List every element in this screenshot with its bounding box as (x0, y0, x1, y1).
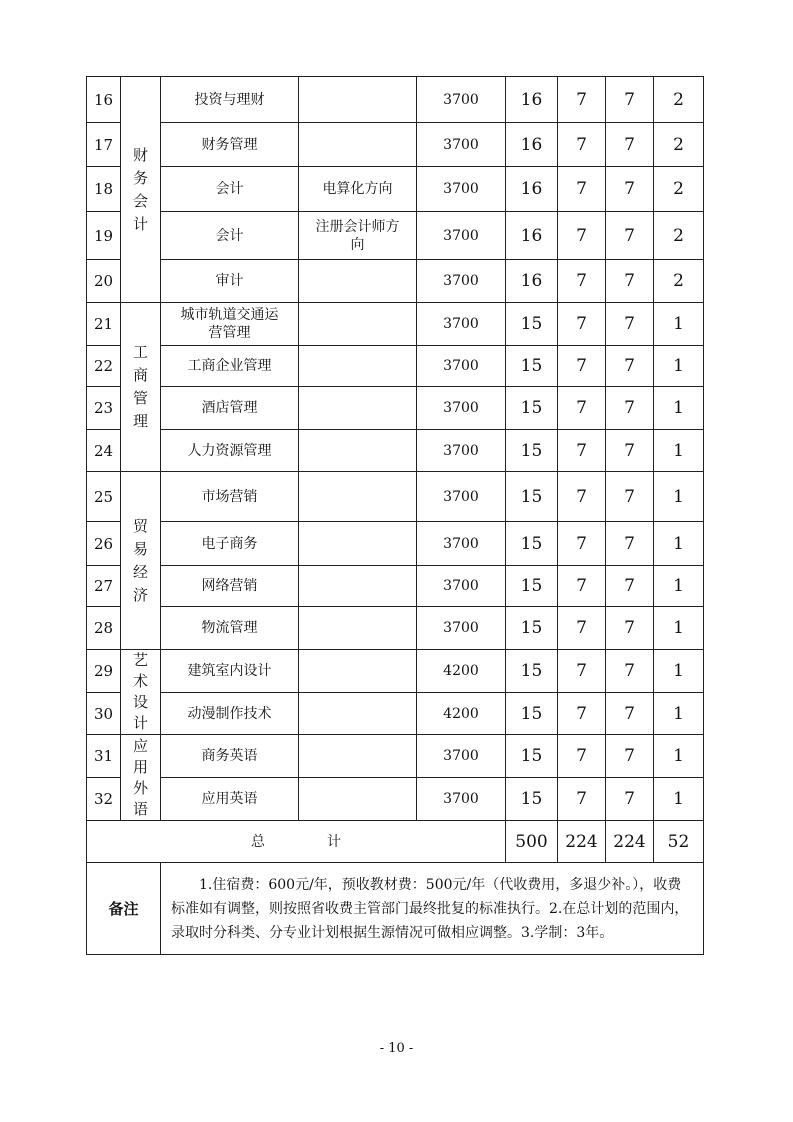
plan-count-1: 7 (558, 472, 606, 522)
plan-count-1: 7 (558, 566, 606, 607)
tuition-fee: 4200 (417, 650, 506, 693)
row-number: 23 (87, 387, 121, 430)
row-number: 25 (87, 472, 121, 522)
major-direction: 注册会计师方 向 (299, 212, 417, 260)
plan-count-1: 7 (558, 778, 606, 821)
major-name: 物流管理 (161, 607, 299, 650)
row-number: 21 (87, 303, 121, 346)
plan-total: 16 (506, 77, 558, 123)
major-name: 动漫制作技术 (161, 693, 299, 735)
major-name: 市场营销 (161, 472, 299, 522)
plan-count-2: 7 (606, 607, 654, 650)
table-row (87, 303, 704, 346)
plan-count-3: 1 (654, 522, 704, 566)
major-direction (299, 650, 417, 693)
plan-count-2: 7 (606, 650, 654, 693)
plan-count-1: 7 (558, 346, 606, 387)
row-number: 26 (87, 522, 121, 566)
major-name: 工商企业管理 (161, 346, 299, 387)
tuition-fee: 3700 (417, 167, 506, 212)
major-name: 审计 (161, 260, 299, 303)
plan-count-2: 7 (606, 693, 654, 735)
major-name: 会计 (161, 212, 299, 260)
tuition-fee: 4200 (417, 693, 506, 735)
major-direction (299, 522, 417, 566)
plan-count-2: 7 (606, 123, 654, 167)
plan-count-3: 1 (654, 607, 704, 650)
major-direction (299, 77, 417, 123)
major-direction (299, 735, 417, 778)
major-direction (299, 472, 417, 522)
plan-total: 16 (506, 167, 558, 212)
plan-total: 15 (506, 430, 558, 472)
major-direction (299, 566, 417, 607)
plan-count-1: 7 (558, 77, 606, 123)
plan-count-1: 7 (558, 607, 606, 650)
grand-total-3: 52 (654, 821, 704, 863)
plan-count-1: 7 (558, 260, 606, 303)
tuition-fee: 3700 (417, 430, 506, 472)
plan-total: 15 (506, 778, 558, 821)
tuition-fee: 3700 (417, 566, 506, 607)
table-row (87, 778, 704, 821)
plan-count-1: 7 (558, 212, 606, 260)
plan-count-3: 1 (654, 430, 704, 472)
plan-count-1: 7 (558, 650, 606, 693)
category-trade-economics: 贸 易 经 济 (121, 472, 161, 650)
plan-total: 15 (506, 693, 558, 735)
major-direction (299, 303, 417, 346)
major-name: 电子商务 (161, 522, 299, 566)
major-name: 建筑室内设计 (161, 650, 299, 693)
row-number: 19 (87, 212, 121, 260)
plan-count-2: 7 (606, 303, 654, 346)
plan-count-2: 7 (606, 735, 654, 778)
major-name: 会计 (161, 167, 299, 212)
row-number: 29 (87, 650, 121, 693)
major-name: 网络营销 (161, 566, 299, 607)
plan-total: 15 (506, 346, 558, 387)
major-name: 投资与理财 (161, 77, 299, 123)
table-row (87, 472, 704, 522)
plan-count-3: 2 (654, 123, 704, 167)
plan-count-1: 7 (558, 693, 606, 735)
table-row (87, 735, 704, 778)
plan-count-1: 7 (558, 522, 606, 566)
plan-count-1: 7 (558, 430, 606, 472)
plan-count-3: 1 (654, 693, 704, 735)
tuition-fee: 3700 (417, 123, 506, 167)
plan-count-3: 1 (654, 472, 704, 522)
row-number: 22 (87, 346, 121, 387)
row-number: 27 (87, 566, 121, 607)
table-row (87, 387, 704, 430)
plan-total: 15 (506, 566, 558, 607)
tuition-fee: 3700 (417, 607, 506, 650)
tuition-fee: 3700 (417, 77, 506, 123)
totals-row (87, 821, 704, 863)
major-direction (299, 387, 417, 430)
major-name: 财务管理 (161, 123, 299, 167)
table-row (87, 650, 704, 693)
plan-count-3: 2 (654, 260, 704, 303)
tuition-fee: 3700 (417, 346, 506, 387)
major-direction (299, 123, 417, 167)
plan-count-2: 7 (606, 167, 654, 212)
major-name: 人力资源管理 (161, 430, 299, 472)
major-name: 城市轨道交通运 营管理 (161, 303, 299, 346)
plan-total: 15 (506, 472, 558, 522)
plan-count-2: 7 (606, 472, 654, 522)
tuition-fee: 3700 (417, 778, 506, 821)
tuition-fee: 3700 (417, 735, 506, 778)
tuition-fee: 3700 (417, 212, 506, 260)
plan-total: 15 (506, 522, 558, 566)
enrollment-plan-table (86, 76, 704, 955)
major-name: 酒店管理 (161, 387, 299, 430)
plan-count-3: 2 (654, 212, 704, 260)
plan-count-2: 7 (606, 778, 654, 821)
plan-count-2: 7 (606, 346, 654, 387)
plan-count-2: 7 (606, 260, 654, 303)
major-name: 商务英语 (161, 735, 299, 778)
plan-count-2: 7 (606, 77, 654, 123)
plan-total: 16 (506, 260, 558, 303)
plan-count-1: 7 (558, 303, 606, 346)
table-row (87, 693, 704, 735)
table-row (87, 123, 704, 167)
plan-total: 15 (506, 387, 558, 430)
plan-count-1: 7 (558, 387, 606, 430)
plan-count-1: 7 (558, 167, 606, 212)
plan-count-2: 7 (606, 387, 654, 430)
grand-total: 500 (506, 821, 558, 863)
table-row (87, 167, 704, 212)
row-number: 18 (87, 167, 121, 212)
table-row (87, 260, 704, 303)
remarks-row (87, 863, 704, 955)
major-direction (299, 430, 417, 472)
major-direction (299, 607, 417, 650)
plan-count-2: 7 (606, 566, 654, 607)
major-direction (299, 260, 417, 303)
plan-total: 16 (506, 123, 558, 167)
plan-count-1: 7 (558, 735, 606, 778)
plan-count-2: 7 (606, 430, 654, 472)
plan-total: 15 (506, 650, 558, 693)
remarks-label: 备注 (87, 863, 161, 955)
table-row (87, 77, 704, 123)
plan-count-3: 1 (654, 387, 704, 430)
totals-label: 总 计 (87, 821, 506, 863)
plan-count-3: 1 (654, 303, 704, 346)
plan-count-2: 7 (606, 522, 654, 566)
plan-count-3: 1 (654, 650, 704, 693)
plan-count-3: 1 (654, 566, 704, 607)
major-direction (299, 778, 417, 821)
row-number: 28 (87, 607, 121, 650)
plan-count-3: 1 (654, 735, 704, 778)
grand-total-1: 224 (558, 821, 606, 863)
major-direction: 电算化方向 (299, 167, 417, 212)
plan-count-1: 7 (558, 123, 606, 167)
grand-total-2: 224 (606, 821, 654, 863)
plan-total: 15 (506, 303, 558, 346)
category-art-design: 艺 术 设 计 (121, 650, 161, 735)
plan-total: 15 (506, 735, 558, 778)
tuition-fee: 3700 (417, 387, 506, 430)
plan-count-3: 2 (654, 77, 704, 123)
plan-total: 16 (506, 212, 558, 260)
tuition-fee: 3700 (417, 303, 506, 346)
category-applied-foreign-languages: 应 用 外 语 (121, 735, 161, 821)
major-direction (299, 693, 417, 735)
plan-count-3: 2 (654, 167, 704, 212)
plan-count-2: 7 (606, 212, 654, 260)
table-row (87, 607, 704, 650)
plan-count-3: 1 (654, 778, 704, 821)
row-number: 31 (87, 735, 121, 778)
tuition-fee: 3700 (417, 472, 506, 522)
table-row (87, 212, 704, 260)
row-number: 24 (87, 430, 121, 472)
category-finance: 财 务 会 计 (121, 77, 161, 303)
major-name: 应用英语 (161, 778, 299, 821)
table-row (87, 430, 704, 472)
tuition-fee: 3700 (417, 260, 506, 303)
row-number: 17 (87, 123, 121, 167)
table-row (87, 522, 704, 566)
tuition-fee: 3700 (417, 522, 506, 566)
row-number: 30 (87, 693, 121, 735)
page-number: - 10 - (379, 1041, 414, 1056)
plan-total: 15 (506, 607, 558, 650)
plan-count-3: 1 (654, 346, 704, 387)
remarks-text: 1.住宿费：600元/年，预收教材费：500元/年（代收费用，多退少补。），收费标准如有调整，则按照省收费主管部门最终批复的标准执行。2.在总计划的范围内，录取时分科类、分专业计划根据生源情况可做相应调整。3.学制：3年。 (161, 863, 704, 955)
table-row (87, 566, 704, 607)
category-business-management: 工 商 管 理 (121, 303, 161, 472)
row-number: 16 (87, 77, 121, 123)
major-direction (299, 346, 417, 387)
table-row (87, 346, 704, 387)
row-number: 32 (87, 778, 121, 821)
row-number: 20 (87, 260, 121, 303)
